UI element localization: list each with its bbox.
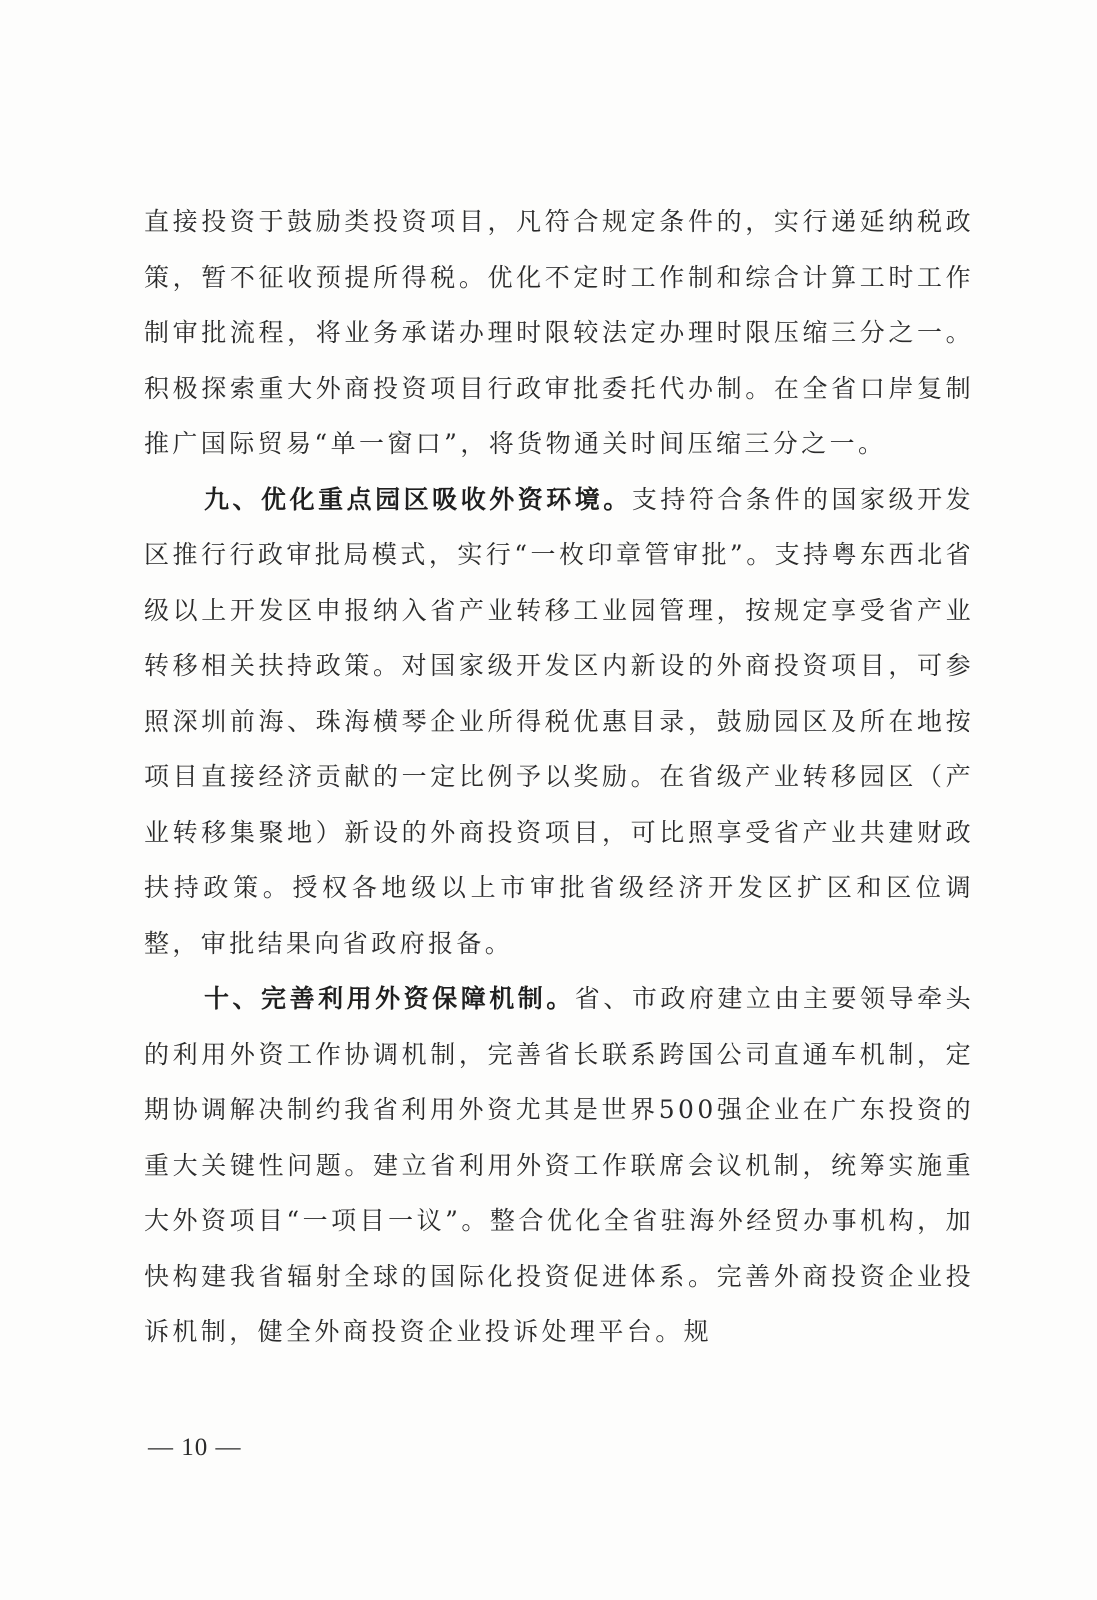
section-heading-ten: 十、完善利用外资保障机制。 [204,984,575,1013]
paragraph-text: 支持符合条件的国家级开发区推行行政审批局模式，实行“一枚印章管审批”。支持粤东西北省级以上开发区申报纳入省产业转移工业园管理，按规定享受省产业转移相关扶持政策。对国家级开发区内新设的外商投资项目，可参照深圳前海、珠海横琴企业所得税优惠目录，鼓励园区及所在地按项目直接经济贡献的一定比例予以奖励。在省级产业转移园区（产业转移集聚地）新设的外商投资项目，可比照享受省产业共建财政扶持政策。授权各地级以上市审批省级经济开发区扩区和区位调整，审批结果向省政府报备。 [144,484,974,958]
paragraph-text: 直接投资于鼓励类投资项目，凡符合规定条件的，实行递延纳税政策，暂不征收预提所得税。优化不定时工作制和综合计算工时工作制审批流程，将业务承诺办理时限较法定办理时限压缩三分之一。积极探索重大外商投资项目行政审批委托代办制。在全省口岸复制推广国际贸易“单一窗口”，将货物通关时间压缩三分之一。 [144,207,974,458]
document-body [144,194,974,1360]
paragraph-text: 省、市政府建立由主要领导牵头的利用外资工作协调机制，完善省长联系跨国公司直通车机制，定期协调解决制约我省利用外资尤其是世界500强企业在广东投资的重大关键性问题。建立省利用外资工作联席会议机制，统筹实施重大外资项目“一项目一议”。整合优化全省驻海外经贸办事机构，加快构建我省辐射全球的国际化投资促进体系。完善外商投资企业投诉机制，健全外商投资企业投诉处理平台。规 [144,984,974,1346]
paragraph-continuation [144,194,974,472]
paragraph-section-ten [144,971,974,1360]
page-number: — 10 — [148,1434,242,1461]
paragraph-section-nine [144,472,974,972]
section-heading-nine: 九、优化重点园区吸收外资环境。 [204,484,632,514]
